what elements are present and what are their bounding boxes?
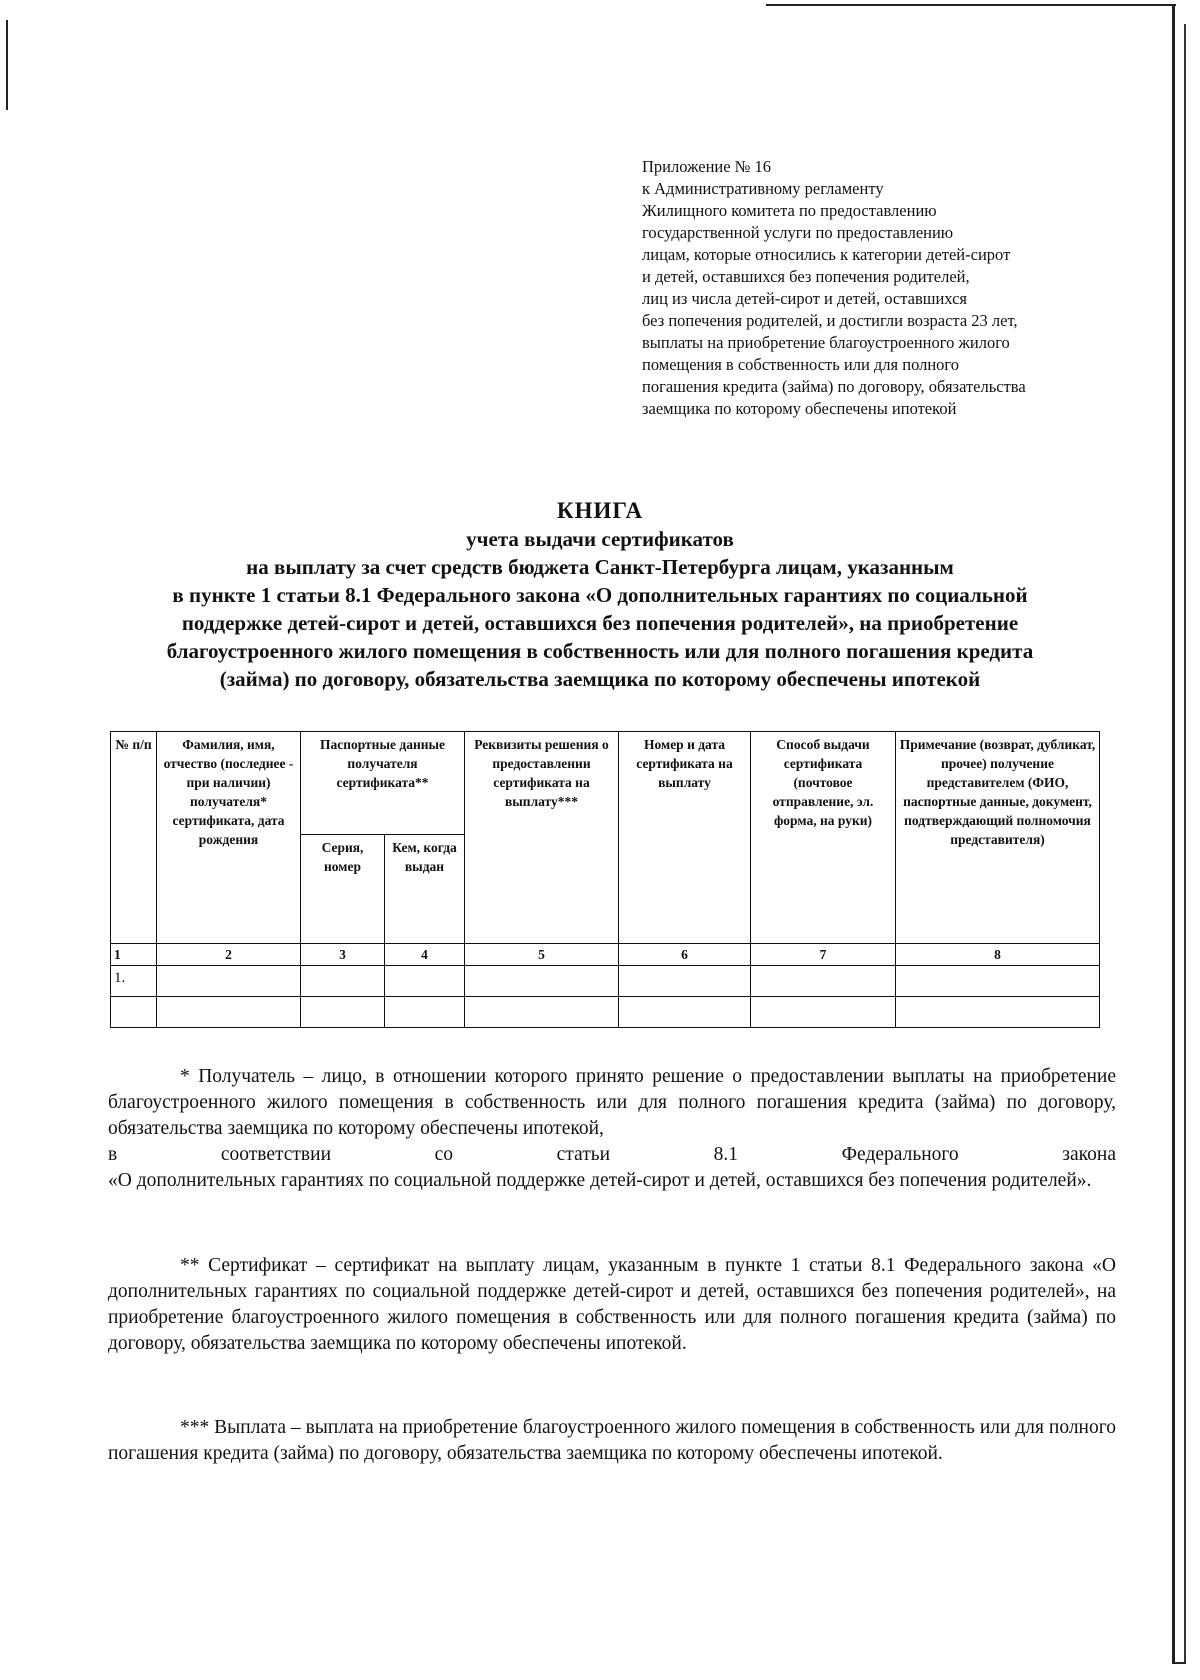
row-number — [111, 997, 157, 1028]
footnote-text: ** Сертификат – сертификат на выплату лицам, указанным в пункте 1 статьи 8.1 Федерального закона «О дополнительных гарантиях по социальной поддержке детей-сирот и детей, оставшихся без попечения родителей», на приобретение благоустроенного жилого помещения в собственность или для полного погашения кредита (займа) по договору, обязательства заемщика по которому обеспечены ипотекой. — [108, 1255, 1116, 1354]
table-row — [111, 997, 1100, 1028]
column-number: 3 — [301, 944, 385, 966]
table-cell — [896, 966, 1100, 997]
appendix-line: выплаты на приобретение благоустроенного жилого — [642, 333, 1010, 352]
appendix-line: государственной услуги по предоставлению — [642, 223, 954, 242]
title-line: в пункте 1 статьи 8.1 Федерального закона «О дополнительных гарантиях по социальной — [172, 583, 1028, 607]
column-number: 5 — [465, 944, 619, 966]
footnote-text: * Получатель – лицо, в отношении которого принято решение о предоставлении выплаты на приобретение благоустроенного жилого помещения в собственность или для полного погашения кредита (займа) по договору, обязательства заемщика по которому обеспечены ипотекой, — [108, 1066, 1116, 1139]
column-number: 4 — [385, 944, 465, 966]
header-certificate: Номер и дата сертификата на выплату — [619, 732, 751, 944]
footnote-certificate — [108, 1253, 1116, 1357]
header-fullname: Фамилия, имя, отчество (последнее - при наличии) получателя* сертификата, дата рождения — [157, 732, 301, 944]
footnote-payment — [108, 1415, 1116, 1467]
table-cell — [385, 966, 465, 997]
title-line: благоустроенного жилого помещения в собственность или для полного погашения кредита — [166, 639, 1034, 663]
appendix-line: заемщика по которому обеспечены ипотекой — [642, 399, 957, 418]
footnote-text: *** Выплата – выплата на приобретение благоустроенного жилого помещения в собственность или для полного погашения кредита (займа) по договору, обязательства заемщика по которому обеспечены ипотекой. — [108, 1417, 1116, 1464]
appendix-header — [642, 156, 1122, 420]
column-number: 8 — [896, 944, 1100, 966]
header-number: № п/п — [111, 732, 157, 944]
scan-border-top — [766, 4, 1176, 6]
footnote-text-end: «О дополнительных гарантиях по социальной поддержке детей-сирот и детей, оставшихся без попечения родителей». — [108, 1170, 1092, 1191]
certificates-table — [110, 731, 1100, 1028]
title-line: на выплату за счет средств бюджета Санкт-Петербурга лицам, указанным — [246, 555, 954, 579]
table-cell — [157, 966, 301, 997]
title-main: КНИГА — [556, 498, 644, 523]
appendix-line: Приложение № 16 — [642, 157, 772, 176]
table-cell — [619, 966, 751, 997]
header-note: Примечание (возврат, дубликат, прочее) получение представителем (ФИО, паспортные данные, документ, подтверждающий полномочия представителя) — [896, 732, 1100, 944]
header-series: Серия, номер — [301, 835, 385, 944]
footnote-word: Федерального — [841, 1144, 959, 1165]
footnote-word: в — [108, 1144, 118, 1165]
appendix-line: Жилищного комитета по предоставлению — [642, 201, 937, 220]
footnote-recipient — [108, 1064, 1116, 1194]
table-cell — [465, 966, 619, 997]
appendix-line: помещения в собственность или для полного — [642, 355, 960, 374]
column-numbers-row — [111, 944, 1100, 966]
table-cell — [301, 966, 385, 997]
footnote-spread-line — [108, 1142, 1116, 1168]
title-line: (займа) по договору, обязательства заемщика по которому обеспечены ипотекой — [219, 667, 981, 691]
document-title — [100, 497, 1100, 693]
title-line: учета выдачи сертификатов — [466, 527, 734, 551]
footnote-word: со — [434, 1144, 454, 1165]
footnote-word: статьи — [556, 1144, 611, 1165]
appendix-line: лицам, которые относились к категории детей-сирот — [642, 245, 1011, 264]
table-cell — [751, 997, 896, 1028]
column-number: 1 — [111, 944, 157, 966]
table-cell — [896, 997, 1100, 1028]
scan-border-left — [6, 20, 8, 110]
table-cell — [751, 966, 896, 997]
appendix-line: лиц из числа детей-сирот и детей, оставшихся — [642, 289, 967, 308]
column-number: 6 — [619, 944, 751, 966]
table-cell — [385, 997, 465, 1028]
appendix-line: и детей, оставшихся без попечения родителей, — [642, 267, 970, 286]
scan-border-bottom — [1172, 1662, 1186, 1664]
table-cell — [157, 997, 301, 1028]
footnote-word: закона — [1062, 1144, 1116, 1165]
scan-border-right-inner — [1184, 24, 1186, 1664]
table-cell — [465, 997, 619, 1028]
appendix-line: погашения кредита (займа) по договору, обязательства — [642, 377, 1026, 396]
title-line: поддержке детей-сирот и детей, оставшихся без попечения родителей», на приобретение — [181, 611, 1019, 635]
row-number: 1. — [111, 966, 157, 997]
header-passport: Паспортные данные получателя сертификата** — [301, 732, 465, 835]
column-number: 7 — [751, 944, 896, 966]
table-header-row — [111, 732, 1100, 835]
table-cell — [301, 997, 385, 1028]
table-cell — [619, 997, 751, 1028]
table-row — [111, 966, 1100, 997]
header-decision: Реквизиты решения о предоставлении сертификата на выплату*** — [465, 732, 619, 944]
scan-border-right — [1172, 4, 1175, 1664]
header-delivery-method: Способ выдачи сертификата (почтовое отправление, эл. форма, на руки) — [751, 732, 896, 944]
appendix-line: к Административному регламенту — [642, 179, 884, 198]
column-number: 2 — [157, 944, 301, 966]
footnote-word: 8.1 — [713, 1144, 739, 1165]
appendix-line: без попечения родителей, и достигли возраста 23 лет, — [642, 311, 1018, 330]
header-issued-by: Кем, когда выдан — [385, 835, 465, 944]
footnote-word: соответствии — [220, 1144, 332, 1165]
